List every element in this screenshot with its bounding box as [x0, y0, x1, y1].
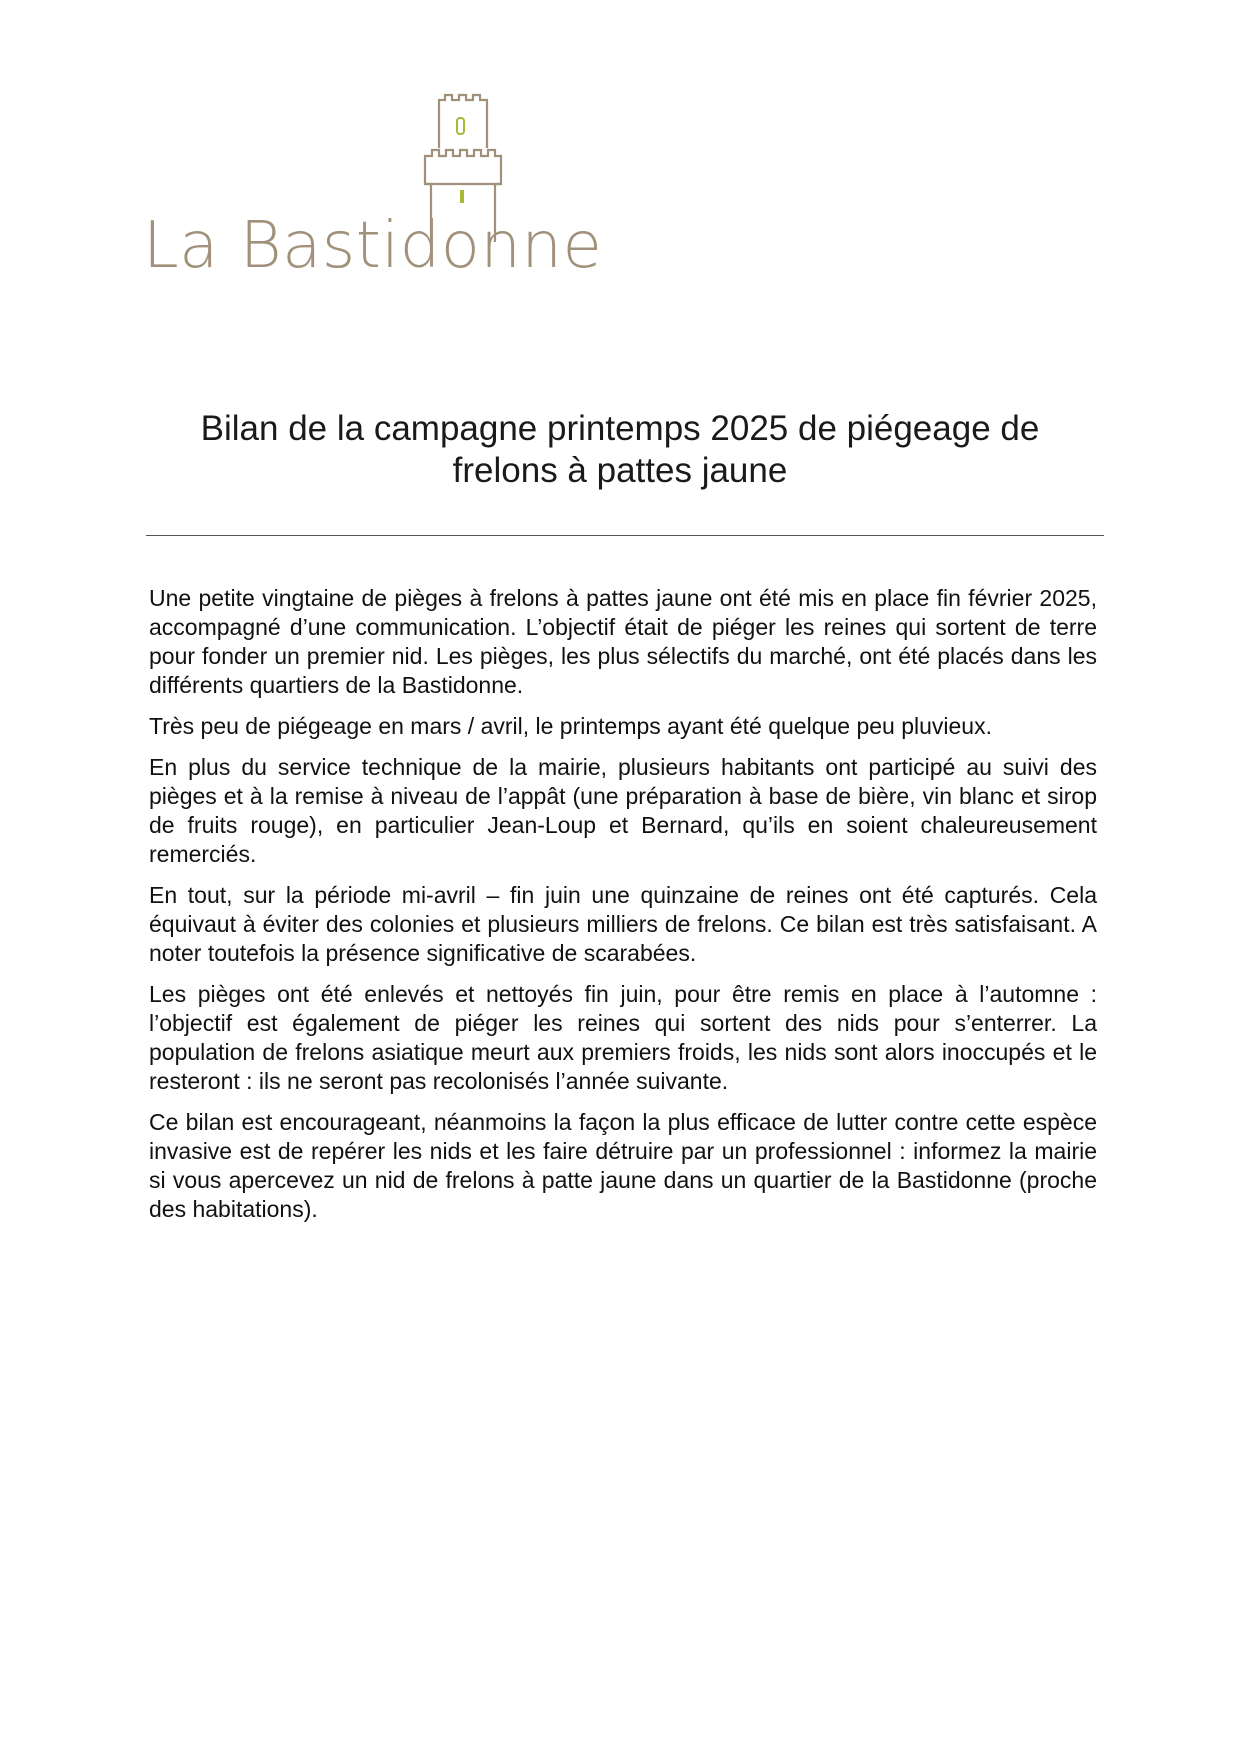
logo-text: La Bastidonne [143, 209, 603, 283]
paragraph: Les pièges ont été enlevés et nettoyés fin juin, pour être remis en place à l’automne : l’objectif est également de piéger les reines qui sortent des nids pour s’enterrer. La population de frelons asiatique meurt aux premiers froids, les nids sont alors inoccupés et le resteront : ils ne seront pas recolonisés l’année suivante. [149, 981, 1097, 1094]
document-body [149, 584, 1097, 1236]
title-line-2: frelons à pattes jaune [452, 451, 788, 490]
paragraph: Très peu de piégeage en mars / avril, le printemps ayant été quelque peu pluvieux. [149, 713, 992, 739]
paragraph: En plus du service technique de la mairie, plusieurs habitants ont participé au suivi des pièges et à la remise à niveau de l’appât (une préparation à base de bière, vin blanc et sirop de fruits rouge), en particulier Jean-Loup et Bernard, qu’ils en soient chaleureusement remerciés. [149, 754, 1097, 867]
title-divider [146, 535, 1104, 536]
logo [143, 92, 603, 292]
paragraph: En tout, sur la période mi-avril – fin juin une quinzaine de reines ont été capturés. Cela équivaut à éviter des colonies et plusieurs milliers de frelons. Ce bilan est très satisfaisant. A noter toutefois la présence significative de scarabées. [149, 882, 1097, 966]
title-line-1: Bilan de la campagne printemps 2025 de piégeage de [200, 409, 1040, 448]
paragraph: Ce bilan est encourageant, néanmoins la façon la plus efficace de lutter contre cette espèce invasive est de repérer les nids et les faire détruire par un professionnel : informez la mairie si vous apercevez un nid de frelons à patte jaune dans un quartier de la Bastidonne (proche des habitations). [149, 1109, 1097, 1222]
document-title [150, 408, 1090, 492]
paragraph: Une petite vingtaine de pièges à frelons à pattes jaune ont été mis en place fin février 2025, accompagné d’une communication. L’objectif était de piéger les reines qui sortent de terre pour fonder un premier nid. Les pièges, les plus sélectifs du marché, ont été placés dans les différents quartiers de la Bastidonne. [149, 585, 1097, 698]
